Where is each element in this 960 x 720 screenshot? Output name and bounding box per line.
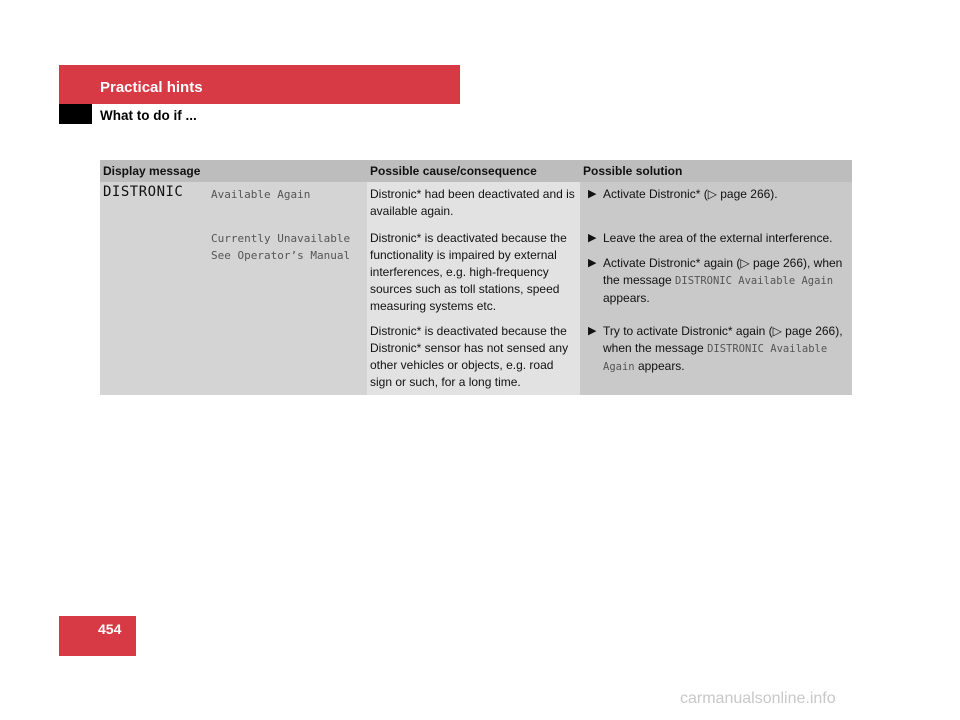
message-sub [208,224,367,319]
solution-cell [580,182,852,224]
solution-text: Activate Distronic* again (▷ page 266), when the message DISTRONIC Available Again appears. [603,256,843,305]
message-sub-line2: See Operator’s Manual [211,249,351,262]
bullet-arrow-icon: ▶ [588,188,597,200]
solution-item [583,186,848,203]
solution-cell [580,319,852,395]
header-display-message: Display message [100,160,367,182]
message-main-empty [100,319,208,395]
solution-item [583,255,848,307]
header-possible-cause: Possible cause/consequence [367,160,580,182]
solution-item [583,230,848,247]
display-message-table [100,160,852,395]
cause-text: Distronic* had been deactivated and is available again. [367,182,580,224]
solution-item [583,323,848,376]
table-row [100,182,852,224]
cause-text: Distronic* is deactivated because the Distronic* sensor has not sensed any other vehicles or objects, e.g. road sign or such, for a long time. [367,319,580,395]
page-subtitle: What to do if ... [100,108,197,123]
table-header-row [100,160,852,182]
page-number: 454 [98,621,122,637]
table-row [100,224,852,319]
message-sub-line1: Currently Unavailable [211,232,351,245]
cause-text: Distronic* is deactivated because the functionality is impaired by external interferences, e.g. high-frequency sources such as toll stations, speed measuring systems etc. [367,224,580,319]
solution-text: Try to activate Distronic* again (▷ page 266), when the message DISTRONIC Available Again appears. [603,324,843,373]
message-sub-empty [208,319,367,395]
bullet-arrow-icon: ▶ [588,325,597,337]
section-title: Practical hints [100,79,203,96]
watermark: carmanualsonline.info [680,690,836,707]
message-main: DISTRONIC [100,182,208,224]
subtitle-marker [59,104,92,124]
header-possible-solution: Possible solution [580,160,852,182]
message-main-empty [100,224,208,319]
bullet-arrow-icon: ▶ [588,257,597,269]
message-sub: Available Again [208,182,367,224]
table-row [100,319,852,395]
bullet-arrow-icon: ▶ [588,232,597,244]
solution-cell [580,224,852,319]
solution-text: Leave the area of the external interference. [603,231,833,245]
solution-text: Activate Distronic* (▷ page 266). [603,187,778,201]
